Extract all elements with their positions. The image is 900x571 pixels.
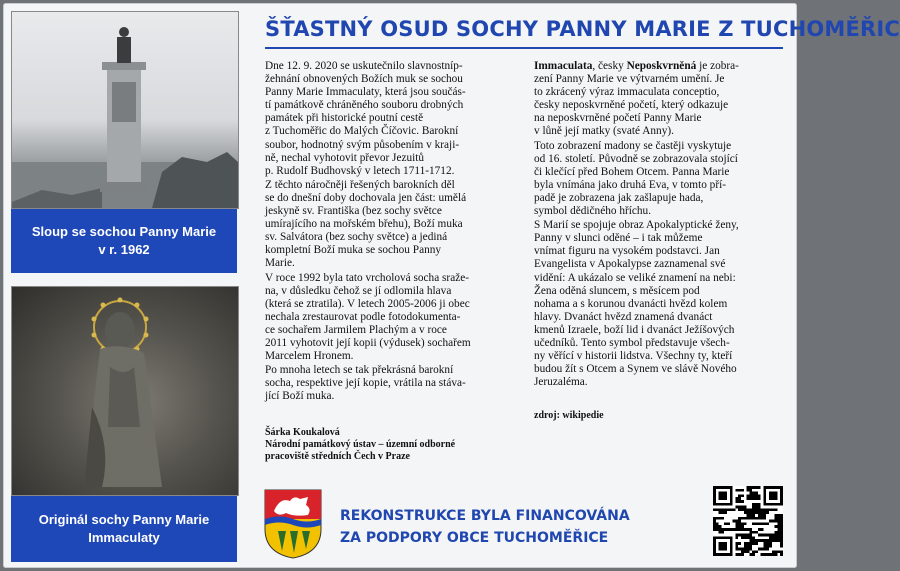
history-text-line: se do dnešní doby dochovala jen část: umělá [265, 191, 467, 204]
immaculata-text-line: padě je zobrazena jak zašlapuje hada, [534, 191, 704, 204]
immaculata-text-line: ny věřící v historii lidstva. Všechny ty, kteří [534, 350, 733, 363]
immaculata-text-line: hlavy. Dvanáct hvězd znamená dvanáct [534, 310, 713, 323]
history-text-line: umírajícího na mořském břehu), Boží muka [265, 218, 463, 231]
coat-of-arms-icon [264, 489, 322, 559]
immaculata-text-line: vnímat figuru na vysokém podstavci. Jan [534, 245, 720, 258]
immaculata-text-line: Toto zobrazení madony se častěji vyskytuje [534, 139, 732, 152]
history-text-line: soubor, hodnotný svým působením v kraji- [265, 138, 460, 151]
history-text-line: (která se ztratila). V letech 2005-2006 ji obec [265, 297, 470, 310]
history-text-line: Panny Marie Immaculaty, která jsou součás- [265, 86, 466, 99]
history-text-line: p. Rudolf Budhovský v letech 1711-1712. [265, 164, 455, 177]
history-text-line: Po mnoha letech se tak překrásná barokní [265, 364, 454, 377]
immaculata-text-paragraph [534, 219, 780, 389]
history-text-paragraph [265, 60, 507, 178]
photo2-caption-line: Originál sochy Panny Marie [38, 512, 210, 527]
history-text-line: Marcelem Hronem. [265, 350, 354, 363]
immaculata-text-line: Evangelista v Apokalypse zaznamenal své [534, 258, 726, 271]
history-text-line: ce sochařem Jarmilem Plachým a v roce [265, 323, 447, 336]
immaculata-text-line: zení Panny Marie ve výtvarném umění. Je [534, 73, 725, 86]
source-note: zdroj: wikipedie [534, 410, 604, 421]
immaculata-text-line: kmenů Izraele, boží lid i dvanáct Ježíšových [534, 323, 735, 336]
photo1-caption [11, 209, 237, 273]
text-column-immaculata [534, 60, 780, 390]
immaculata-text-line: symbol dědičného hříchu. [534, 205, 652, 218]
history-text-line: 2011 vyhotovit její kopii (výdusek) sochařem [265, 336, 471, 349]
history-text-line: Z těchto náročněji řešených barokních děl [265, 178, 455, 191]
history-text-line: památek při historické poutní cestě [265, 112, 424, 125]
history-text-line: sv. Salvátora (bez sochy světce) a jediná [265, 231, 448, 244]
funding-line: ZA PODPORY OBCE TUCHOMĚŘICE [340, 530, 609, 546]
text-column-history [265, 60, 507, 404]
author-institution: Národní památkový ústav – územní odborné [265, 439, 456, 450]
history-text-line: tí památkově chráněného souboru drobných [265, 99, 464, 112]
history-text-paragraph [265, 179, 507, 271]
information-board [3, 3, 900, 568]
photo2-caption-line: Immaculaty [88, 530, 160, 545]
history-text-line: Marie. [265, 257, 295, 270]
history-text-line: ně, nechal vyhotovit převor Jezuitů [265, 151, 425, 164]
history-text-paragraph [265, 272, 507, 364]
history-text-line: kompletní Boží muka se sochou Panny [265, 244, 442, 257]
photo1-caption-line: v r. 1962 [98, 242, 150, 257]
history-text-line: jící Boží muka. [265, 390, 335, 403]
funding-note [340, 505, 630, 549]
immaculata-text-paragraph [534, 60, 780, 139]
photo-original-statue [11, 286, 239, 496]
immaculata-text-line: česky neposkvrněné početí, který odkazuje [534, 99, 729, 112]
history-text-line: na, v důsledku čehož se jí odlomila hlava [265, 284, 452, 297]
history-text-line: jeskyně sv. Františka (bez sochy světce [265, 205, 442, 218]
history-text-line: Dne 12. 9. 2020 se uskutečnilo slavnostníp- [265, 60, 463, 72]
immaculata-text-line: učedníků. Tento symbol představuje všech- [534, 336, 730, 349]
author-block [265, 427, 455, 463]
qr-code-icon[interactable] [713, 486, 783, 556]
immaculata-text-line: S Marií se spojuje obraz Apokalyptické ženy, [534, 219, 739, 232]
immaculata-text-line: vidění: A ukázalo se veliké znamení na nebi: [534, 271, 736, 284]
immaculata-text-line: Immaculata, česky Neposkvrněná je zobra- [534, 60, 739, 72]
immaculata-text-line: Panny v slunci oděné – i tak můžeme [534, 232, 703, 245]
history-text-line: žehnání obnovených Božích muk se sochou [265, 73, 463, 86]
photo2-caption [11, 496, 237, 562]
history-text-paragraph [265, 364, 507, 403]
author-name: Šárka Koukalová [265, 427, 340, 438]
history-text-line: nechala zrestaurovat podle fotodokumenta- [265, 310, 461, 323]
history-text-line: socha, respektive její kopie, vrátila na stáva- [265, 377, 466, 390]
immaculata-text-line: či klečící před Bohem Otcem. Panna Marie [534, 165, 730, 178]
immaculata-text-line: v lůně její matky (svaté Anny). [534, 125, 674, 138]
photo1-caption-line: Sloup se sochou Panny Marie [31, 224, 217, 239]
immaculata-text-line: Jeruzaléma. [534, 376, 588, 389]
immaculata-text-paragraph [534, 140, 780, 219]
immaculata-text-line: byla vnímána jako druhá Eva, v tomto pří- [534, 178, 726, 191]
page-title: ŠŤASTNÝ OSUD SOCHY PANNY MARIE Z TUCHOMĚŘIC [265, 17, 900, 41]
immaculata-text-line: Žena oděná sluncem, s měsícem pod [534, 284, 700, 297]
author-institution-line2: pracoviště středních Čech v Praze [265, 451, 410, 462]
immaculata-text-line: to zkrácený výraz immaculata conceptio, [534, 86, 720, 99]
history-text-line: V roce 1992 byla tato vrcholová socha sraže- [265, 271, 470, 284]
photo-column-1962 [11, 11, 239, 209]
immaculata-text-line: budou žít s Otcem a Synem ve slávě Nového [534, 363, 737, 376]
immaculata-text-line: od 16. století. Původně se zobrazovala stojící [534, 152, 738, 165]
immaculata-text-line: na neposkvrněné početí Panny Marie [534, 112, 702, 125]
title-divider [265, 47, 783, 49]
immaculata-text-line: nohama a s korunou dvanácti hvězd kolem [534, 297, 728, 310]
history-text-line: z Tuchoměřic do Malých Číčovic. Barokní [265, 125, 459, 138]
funding-line: REKONSTRUKCE BYLA FINANCOVÁNA [340, 508, 630, 524]
